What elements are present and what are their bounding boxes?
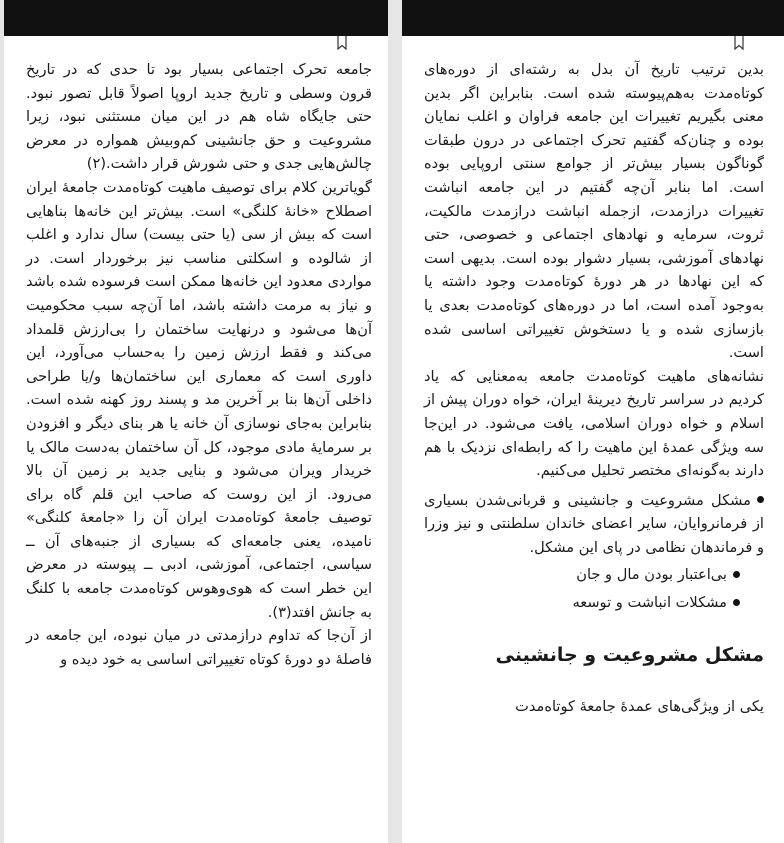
top-bar [4,0,388,36]
section-heading: مشکل مشروعیت و جانشینی [495,643,764,666]
top-bar [402,0,784,36]
text-column [26,58,372,671]
list-item: مشکل مشروعیت و جانشینی و قربانی‌شدن بسیاری از فرمانروایان، سایر اعضای خاندان سلطنتی و نیز وزرا و فرماندهان نظامی در پای این مشکل. [424,491,764,556]
right-page [402,0,784,843]
paragraph: یکی از ویژگی‌های عمدهٔ جامعهٔ کوتاه‌مدت [515,697,764,715]
paragraph: گویاترین کلام برای توصیف ماهیت کوتاه‌مدت جامعهٔ ایران اصطلاح «خانهٔ کلنگی» است. بیش‌تر این خانه‌ها بناهایی است که بیش از سی (یا حتی بیست) سال ندارد و اغلب از شالوده و اسکلتی مناسب نیز برخوردار است. در مواردی معدود این خانه‌ها ممکن است فرسوده شده باشد و نیاز به مرمت داشته باشد، اما آن‌چه سبب محکومیت آن‌ها می‌شود و درنهایت ساختمان را بی‌ارزش قلمداد می‌کند و فقط ارزش زمین را به‌حساب می‌آورد، این داوری است که معماری این ساختمان‌ها و/یا طراحی داخلی آن‌ها بنا بر آخرین مد و پسند روز کهنه شده است. بنابراین به‌جای نوسازی آن خانه یا هر بنای دیگر و افزودن بر سرمایهٔ مادی موجود، کل آن ساختمان به‌دست مالک یا خریدار ویران می‌شود و بنایی جدید بر زمین آن بالا می‌رود. از این روست که صاحب این قلم گاه برای توصیف جامعهٔ کوتاه‌مدت ایران آن را «جامعهٔ کلنگی» نامیده، یعنی جامعه‌ای که بسیاری از جنبه‌های آن ــ سیاسی، اجتماعی، آموزشی، ادبی ــ پیوسته در معرض این خطر است که هوی‌وهوس کوتاه‌مدت جامعه با کلنگ به جانش افتد(۳). [26,178,372,621]
bullet-icon [733,599,740,606]
bullet-list [424,489,764,615]
list-item: بی‌اعتبار بودن مال و جان [424,563,764,587]
bookmark-icon[interactable] [734,36,744,50]
bullet-icon [757,496,764,503]
paragraph: از آن‌جا که تداوم درازمدتی در میان نبوده، این جامعه در فاصلهٔ دو دورهٔ کوتاه تغییراتی اساسی به خود دیده و [26,627,372,668]
text-column [424,58,764,718]
bookmark-icon[interactable] [337,36,347,50]
paragraph: بدین ترتیب تاریخ آن بدل به رشته‌ای از دوره‌های کوتاه‌مدت به‌هم‌پیوسته شده است. بنابراین اگر بدین معنی بگیریم تغییرات این جامعه فراوان و اغلب نمایان بوده و چنان‌که گفتیم تحرک اجتماعی در درون طبقات گوناگون بسیار بیش‌تر از جوامع سنتی اروپایی بوده است. اما بنابر آن‌چه گفتیم در این جامعه انباشت تغییرات درازمدت، ازجمله انباشت درازمدت مالکیت، ثروت، سرمایه و نهادهای اجتماعی و خصوصی، حتی نهادهای آموزشی، بسیار دشوار بوده است. بدیهی است که این نهادها در هر دورهٔ کوتاه‌مدت وجود داشته یا به‌وجود آمده است، اما در دوره‌های کوتاه‌مدت بعدی یا بازسازی شده و یا دستخوش تغییراتی اساسی شده است. [424,61,764,362]
paragraph: نشانه‌های ماهیت کوتاه‌مدت جامعه به‌معنایی که یاد کردیم در سراسر تاریخ دیرینهٔ ایران، خواه دوران پیش از اسلام و خواه دوران اسلامی، یافت می‌شود. در این‌جا سه ویژگی عمدهٔ این ماهیت را که رابطه‌ای نزدیک با هم دارند به‌گونه‌ای مختصر تحلیل می‌کنیم. [424,367,764,480]
bullet-icon [733,571,740,578]
left-page [4,0,388,843]
list-item: مشکلات انباشت و توسعه [424,591,764,615]
paragraph: جامعه تحرک اجتماعی بسیار بود تا حدی که در تاریخ قرون وسطی و تاریخ جدید اروپا اصولاً قابل تصور نبود. حتی جایگاه شاه هم در این میان مستثنی نبود، زیرا مشروعیت و حق جانشینی کم‌وبیش همواره در معرض چالش‌هایی جدی و حتی شورش قرار داشت.(۲) [26,61,372,173]
